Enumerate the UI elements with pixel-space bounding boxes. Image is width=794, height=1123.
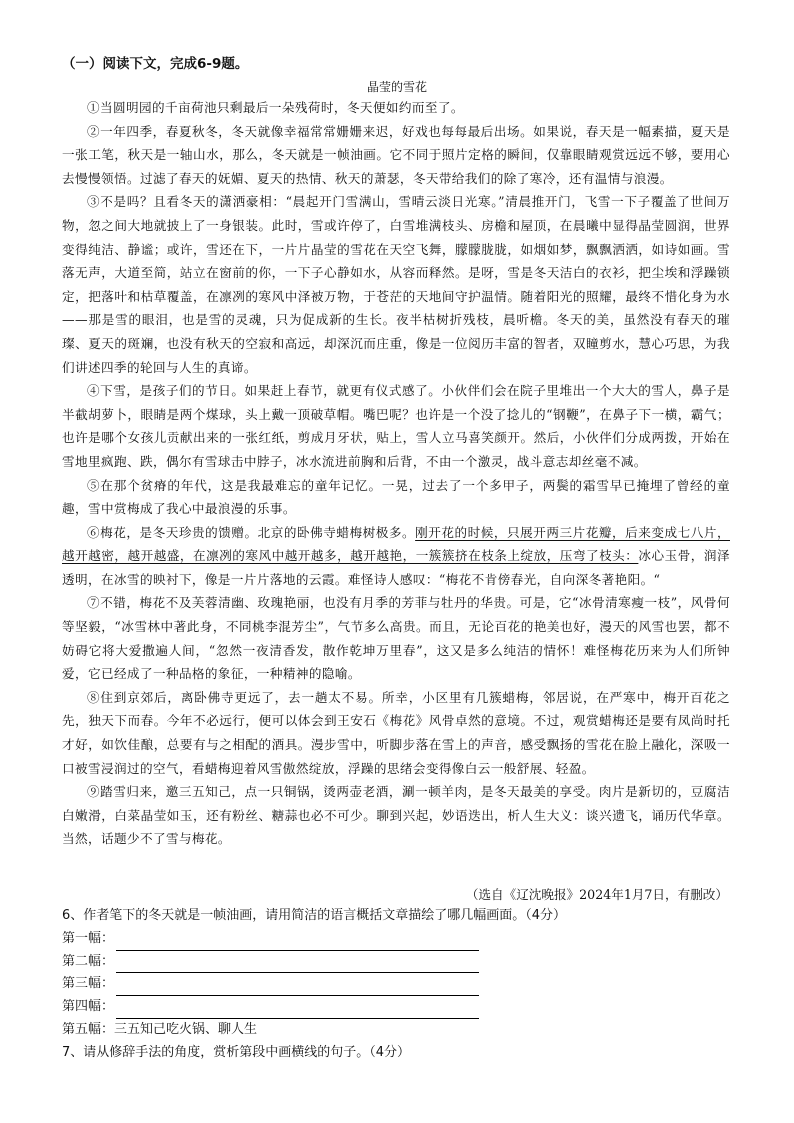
answer-row-1 [62, 928, 742, 951]
questions-section [62, 905, 742, 1065]
paragraph-number: ④ [87, 383, 101, 399]
paragraph-text: 冰心玉骨，润泽透明，在冰雪的映衬下，像是一片片落地的云霞。难怪诗人感叹：“梅花不肯傍春光，自向深冬著艳阳。“ [62, 548, 730, 587]
paragraph-6 [62, 521, 730, 592]
answer-row-2 [62, 951, 742, 974]
paragraph-text: 下雪，是孩子们的节日。如果赶上春节，就更有仪式感了。小伙伴们会在院子里堆出一个大大的雪人，鼻子是半截胡萝卜，眼睛是两个煤球，头上戴一顶破草帽。嘴巴呢？也许是一个没了捻儿的“钢鞭”，在鼻子下一横，霸气；也许是哪个女孩儿贡献出来的一张红纸，剪成月牙状，贴上，雪人立马喜笑颜开。然后，小伙伴们分成两拨，开始在雪地里疯跑、跌，偶尔有雪球击中脖子，冰水流进前胸和后背，不由一个激灵，战斗意志却丝毫不减。 [62, 383, 730, 469]
paragraph-number: ⑥ [87, 524, 101, 540]
question-6: 6、作者笔下的冬天就是一帧油画，请用简洁的语言概括文章描绘了哪几幅画面。（4分） [62, 908, 567, 923]
paragraph-number: ⑨ [87, 784, 101, 800]
paragraph-number: ⑧ [87, 689, 101, 705]
answer-blank[interactable] [116, 1003, 479, 1019]
answer-blank[interactable] [116, 935, 479, 951]
paragraph-text: 不是吗？且看冬天的潇洒豪相：“晨起开门雪满山，雪晴云淡日光寒。”清晨推开门，飞雪一下子覆盖了世间万物，忽之间大地就披上了一身银装。此时，雪或许停了，白雪堆满枝头、房檐和屋顶，在晨曦中显得晶莹圆润，世界变得纯洁、静谧；或许，雪还在下，一片片晶莹的雪花在天空飞舞，朦朦胧胧，如烟如梦，飘飘洒洒，如诗如画。雪落无声，大道至简，站立在窗前的你，一下子心静如水，从容而释然。是呀，雪是冬天洁白的衣衫，把尘埃和浮躁锁定，把落叶和枯草覆盖，在凛冽的寒风中泽被万物，于苍茫的天地间守护温情。随着阳光的照耀，最终不惜化身为水——那是雪的眼泪，也是雪的灵魂，只为促成新的生长。夜半枯树折残枝，晨听檐。冬天的美，虽然没有春天的璀璨、夏天的斑斓，也没有秋天的空寂和高远，却深沉而庄重，像是一位阅历丰富的智者，双瞳剪水，慧心巧思，为我们讲述四季的轮回与人生的真谛。 [62, 194, 730, 375]
paragraph-3 [62, 190, 730, 379]
article-title: 晶莹的雪花 [366, 80, 427, 94]
paragraph-text: 在那个贫瘠的年代，这是我最难忘的童年记忆。一晃，过去了一个多甲子，两鬓的霜雪早已掩埋了曾经的童趣，雪中赏梅成了我心中最浪漫的乐事。 [62, 477, 730, 517]
answer-label: 第四幅： [62, 999, 115, 1015]
question-7: 7、请从修辞手法的角度，赏析第段中画横线的句子。（4分） [62, 1044, 411, 1060]
answer-row-3 [62, 973, 742, 996]
paragraph-text: 一年四季，春夏秋冬，冬天就像幸福常常姗姗来迟，好戏也每每最后出场。如果说，春天是一幅素描，夏天是一张工笔，秋天是一轴山水，那么，冬天就是一帧油画。它不同于照片定格的瞬间，仅靠眼睛观赏远远不够，要用心去慢慢领悟。过滤了春天的妩媚、夏天的热情、秋天的萧瑟，冬天带给我们的除了寒冷，还有温情与浪漫。 [62, 123, 730, 186]
source-citation: （选自《辽沈晚报》2024年1月7日，有删改） [465, 887, 728, 902]
answer-label: 第二幅： [62, 953, 115, 969]
paragraph-text: 踏雪归来，邀三五知己，点一只铜锅，烫两壶老酒，涮一顿羊肉，是冬天最美的享受。肉片是新切的，豆腐洁白嫩滑，白菜晶莹如玉，还有粉丝、糖蒜也必不可少。聊到兴起，妙语迭出，析人生大义：谈兴遗飞，诵历代华章。当然，话题少不了雪与梅花。 [62, 784, 730, 847]
paragraph-text: 住到京郊后，离卧佛寺更远了，去一趟太不易。所幸，小区里有几簇蜡梅，邻居说，在严寒中，梅开百花之先，独天下而春。今年不必远行，便可以体会到王安石《梅花》风骨卓然的意境。不过，观赏蜡梅还是要有凤尚时托才好，如饮佳酿，总要有与之相配的酒具。漫步雪中，听脚步落在雪上的声音，感受飘扬的雪花在脸上融化，深吸一口被雪浸润过的空气，看蜡梅迎着风雪傲然绽放，浮躁的思绪会变得像白云一般舒展、轻盈。 [62, 689, 730, 776]
section-title: （一）阅读下文，完成6-9题。 [62, 56, 249, 72]
paragraph-number: ③ [87, 194, 101, 210]
paragraph-8 [62, 686, 730, 780]
paragraph-1 [62, 96, 730, 120]
paragraph-number: ⑤ [87, 477, 101, 493]
underlined-sentence: 刚开花的时候，只展开两三片花瓣，后来变成七八片，越开越密，越开越盛，在凛冽的寒风中越开越多，越开越艳，一簇簇挤在枝条上绽放，压弯了枝头： [62, 524, 730, 564]
paragraph-text: 当圆明园的千亩荷池只剩最后一朵残荷时，冬天便如约而至了。 [100, 100, 464, 115]
article-body [62, 96, 730, 851]
paragraph-2 [62, 120, 730, 191]
paragraph-text: 不错，梅花不及芙蓉清幽、玫瑰艳丽，也没有月季的芳菲与牡丹的华贵。可是，它“冰骨清寒瘦一枝”，风骨何等坚毅，“冰雪林中著此身，不同桃李混芳尘”，气节多么高贵。而且，无论百花的艳美也好，漫天的风雪也罢，都不妨碍它将大爱撒遍人间，“忽然一夜清香发，散作乾坤万里春”，这又是多么纯洁的情怀！难怪梅花历来为人们所钟爱，它已经成了一种品格的象征，一种精神的隐喻。 [62, 595, 730, 682]
answer-row-4 [62, 996, 742, 1019]
paragraph-5 [62, 474, 730, 521]
paragraph-number: ① [87, 100, 100, 115]
paragraph-number: ② [87, 123, 101, 139]
answer-blank[interactable] [116, 980, 479, 996]
answer-blank[interactable] [116, 957, 479, 973]
answer-row-5: 第五幅：三五知己吃火锅、聊人生 [62, 1021, 258, 1037]
paragraph-text: 梅花，是冬天珍贵的馈赠。北京的卧佛寺蜡梅树极多。 [100, 524, 416, 540]
paragraph-9 [62, 780, 730, 851]
paragraph-7 [62, 591, 730, 685]
paragraph-4 [62, 379, 730, 473]
answer-label: 第三幅： [62, 976, 115, 992]
answer-label: 第一幅： [62, 930, 115, 946]
paragraph-number: ⑦ [87, 595, 101, 611]
